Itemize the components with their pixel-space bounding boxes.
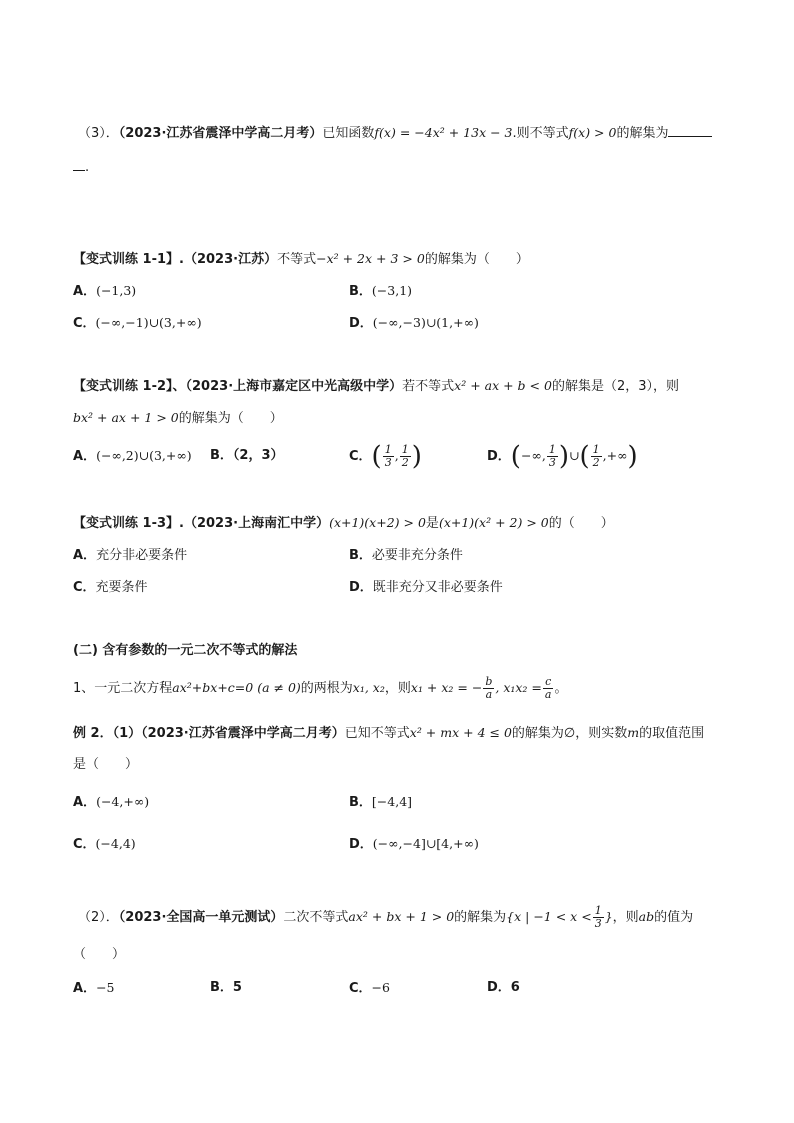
- option-value: (−3,1): [371, 283, 413, 298]
- question-text: 的解集为（ ）: [424, 252, 529, 267]
- section-heading: (二) 含有参数的一元二次不等式的解法: [73, 643, 298, 658]
- option-letter: D．: [349, 316, 373, 331]
- math-expression: x² + mx + 4 ≤ 0: [409, 725, 512, 740]
- denominator: 2: [592, 456, 600, 469]
- variant-tag: 【变式训练 1-3】: [73, 516, 180, 531]
- question-text: 的解集为: [616, 126, 669, 141]
- vieta-formula-item: [73, 670, 567, 707]
- option-value: 6: [510, 980, 520, 995]
- numerator: 1: [592, 443, 600, 456]
- option-value: (−∞,−3)∪(1,+∞): [372, 315, 479, 330]
- option-value: （2，3）: [232, 448, 284, 463]
- math-expression: ax² + bx + 1 > 0: [348, 909, 455, 924]
- denominator: a: [544, 688, 552, 701]
- math-expression: x₁, x₂: [352, 680, 385, 695]
- fraction: [543, 676, 554, 701]
- numerator: 1: [548, 443, 556, 456]
- option-letter: A．: [73, 284, 97, 299]
- question-text: 的两根为: [300, 681, 353, 696]
- variant-1-2-stem-line2: [73, 408, 283, 429]
- option-d[interactable]: [487, 978, 520, 998]
- question-text: 的值为: [654, 910, 694, 925]
- option-letter: C．: [73, 837, 96, 852]
- left-paren: (: [510, 441, 521, 472]
- left-paren: (: [371, 441, 382, 472]
- question-text: 二次不等式: [283, 910, 349, 925]
- math-expression: }: [604, 909, 613, 924]
- fraction: [593, 905, 604, 930]
- right-paren: ): [627, 441, 638, 472]
- option-letter: A．: [73, 981, 97, 996]
- question-text: 已知函数: [322, 126, 375, 141]
- option-c[interactable]: [73, 313, 202, 334]
- numerator: 1: [594, 904, 602, 917]
- math-expression: f(x) = −4x² + 13x − 3: [374, 125, 513, 140]
- question-text: 若不等式: [402, 379, 455, 394]
- question-text: 的取值范围: [639, 726, 705, 741]
- question-source: （2023·江苏省震泽中学高二月考）: [141, 726, 345, 741]
- left-paren: (: [579, 441, 590, 472]
- option-d[interactable]: [349, 313, 479, 334]
- math-expression: bx² + ax + 1 > 0: [73, 410, 179, 425]
- option-c[interactable]: [349, 978, 390, 999]
- math-expression: x² + ax + b < 0: [454, 378, 552, 393]
- question-source: .（2023·上海南汇中学）: [179, 516, 330, 531]
- denominator: a: [485, 688, 493, 701]
- option-letter: B．: [349, 284, 372, 299]
- variant-1-1-stem: [73, 249, 529, 270]
- option-value: [−4,4]: [371, 794, 413, 809]
- option-value: (−∞,−1)∪(3,+∞): [95, 315, 202, 330]
- math-expression: , x₁x₂ =: [495, 680, 542, 695]
- right-paren: ): [558, 441, 569, 472]
- option-letter: B．: [349, 548, 372, 563]
- option-b[interactable]: [210, 446, 284, 466]
- option-a[interactable]: [73, 546, 187, 566]
- fraction: [383, 444, 394, 469]
- math-expression: f(x) > 0: [568, 125, 617, 140]
- denominator: 3: [594, 917, 602, 930]
- question-number: （2）．: [78, 910, 119, 925]
- option-letter: A．: [73, 548, 97, 563]
- example-2-stem: [73, 723, 704, 744]
- question-text: 的解集为: [454, 910, 507, 925]
- option-a[interactable]: [73, 978, 115, 999]
- option-b[interactable]: [349, 546, 463, 566]
- question-source: （2023·江苏省震泽中学高二月考）: [118, 126, 323, 141]
- option-value: (−1,3): [96, 283, 137, 298]
- fraction: [483, 676, 494, 701]
- math-expression: −x² + 2x + 3 > 0: [316, 251, 425, 266]
- numerator: c: [545, 675, 552, 688]
- option-letter: D．: [487, 980, 511, 995]
- question-number: （3）．: [78, 126, 119, 141]
- option-letter: D．: [349, 837, 373, 852]
- option-letter: A．: [73, 449, 97, 464]
- question-text: 的解集为∅，则实数: [511, 726, 628, 741]
- answer-blank: [73, 156, 85, 171]
- option-value: 5: [232, 980, 242, 995]
- question-text: 1、一元二次方程: [73, 681, 173, 696]
- question-source: .（2023·江苏）: [179, 252, 278, 267]
- option-letter: A．: [73, 795, 97, 810]
- variant-1-2-stem: [73, 376, 679, 397]
- fraction: [591, 444, 602, 469]
- option-d[interactable]: [487, 437, 638, 476]
- option-letter: D．: [487, 449, 511, 464]
- option-letter: C．: [349, 449, 372, 464]
- option-value: −6: [371, 980, 390, 995]
- option-c[interactable]: [73, 578, 148, 598]
- question-text: 。: [554, 681, 568, 696]
- union-symbol: ∪: [568, 448, 580, 463]
- math-expression: (x+1)(x² + 2) > 0: [438, 515, 549, 530]
- option-letter: C．: [73, 580, 96, 595]
- option-d[interactable]: [349, 578, 503, 598]
- variant-tag: 【变式训练 1-1】: [73, 252, 180, 267]
- option-b[interactable]: [349, 792, 412, 813]
- interval-end: ,+∞: [602, 448, 628, 463]
- fraction: [547, 444, 558, 469]
- option-value: (−4,4): [95, 836, 136, 851]
- example-2-part2-line2: （ ）: [73, 947, 126, 962]
- option-value: 充分非必要条件: [96, 548, 188, 563]
- option-letter: D．: [349, 580, 373, 595]
- question-text: 不等式: [277, 252, 317, 267]
- option-a[interactable]: [73, 792, 149, 813]
- option-b[interactable]: [210, 978, 242, 998]
- option-letter: C．: [349, 981, 372, 996]
- math-variable: m: [627, 725, 640, 740]
- option-a[interactable]: [73, 446, 192, 467]
- numerator: b: [485, 675, 493, 688]
- question-text: 的解集是（2，3），则: [551, 379, 679, 394]
- question-text: .则不等式: [512, 126, 569, 141]
- variant-tag: 【变式训练 1-2】: [73, 379, 173, 394]
- option-value: 必要非充分条件: [371, 548, 463, 563]
- question-source: （2023·全国高一单元测试）: [118, 910, 284, 925]
- fraction: [400, 444, 411, 469]
- numerator: 1: [401, 443, 409, 456]
- math-expression: (x+1)(x+2) > 0: [329, 515, 426, 530]
- option-value: (−∞,2)∪(3,+∞): [96, 448, 192, 463]
- comma: ,: [394, 448, 399, 463]
- question-text: 已知不等式: [344, 726, 410, 741]
- option-b[interactable]: [349, 281, 412, 302]
- option-letter: C．: [73, 316, 96, 331]
- option-a[interactable]: [73, 281, 136, 302]
- example-label: 例 2．（1）: [73, 726, 142, 741]
- denominator: 3: [548, 456, 556, 469]
- math-variable: ab: [638, 909, 655, 924]
- option-letter: B．: [210, 980, 233, 995]
- denominator: 3: [384, 456, 392, 469]
- math-expression: {x | −1 < x <: [506, 909, 592, 924]
- math-expression: x₁ + x₂ = −: [410, 680, 483, 695]
- option-d[interactable]: [349, 834, 479, 855]
- option-letter: B．: [210, 448, 233, 463]
- option-value: (−∞,−4]∪[4,+∞): [372, 836, 479, 851]
- option-value: −5: [96, 980, 115, 995]
- question-text: ，则: [612, 910, 639, 925]
- question-3: [78, 122, 712, 144]
- interval-start: −∞,: [520, 448, 546, 463]
- denominator: 2: [401, 456, 409, 469]
- example-2-part2-stem: [78, 899, 693, 936]
- numerator: 1: [384, 443, 392, 456]
- option-c[interactable]: [73, 834, 136, 855]
- question-text: 是: [425, 516, 439, 531]
- question-text: .: [85, 160, 90, 175]
- option-value: 充要条件: [95, 580, 148, 595]
- answer-blank: [668, 122, 712, 137]
- option-value: (−4,+∞): [96, 794, 150, 809]
- option-value: 既非充分又非必要条件: [372, 580, 503, 595]
- example-2-stem-line2: 是（ ）: [73, 757, 139, 772]
- option-c[interactable]: [349, 437, 422, 476]
- variant-1-3-stem: [73, 513, 614, 534]
- question-source: 、（2023·上海市嘉定区中光高级中学）: [172, 379, 403, 394]
- right-paren: ): [411, 441, 422, 472]
- question-text: ，则: [384, 681, 411, 696]
- option-letter: B．: [349, 795, 372, 810]
- answer-blank-continuation: [73, 156, 89, 178]
- math-expression: ax²+bx+c=0 (a ≠ 0): [172, 680, 301, 695]
- question-text: 的（ ）: [548, 516, 614, 531]
- question-text: 的解集为（ ）: [178, 411, 283, 426]
